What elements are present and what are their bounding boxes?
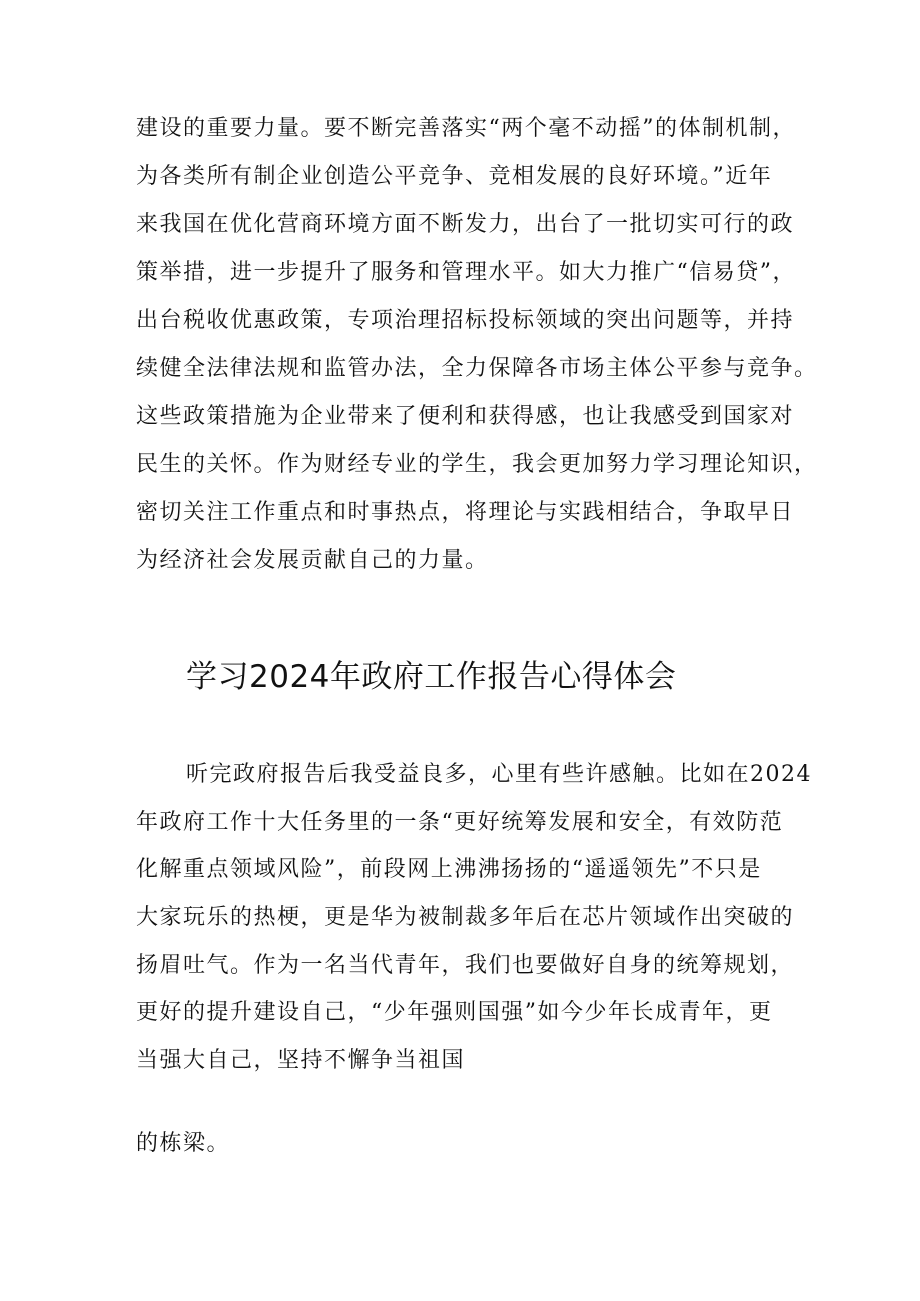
paragraph-line: 续健全法律法规和监管办法，全力保障各市场主体公平参与竞争。	[136, 356, 818, 381]
paragraph-line: 建设的重要力量。要不断完善落实“两个毫不动摇”的体制机制，	[136, 116, 796, 141]
paragraph-line: 当强大自己，坚持不懈争当祖国	[136, 1048, 466, 1073]
paragraph-line: 更好的提升建设自己，“少年强则国强”如今少年长成青年，更	[136, 1000, 773, 1025]
paragraph-tail: 的栋梁。	[136, 1131, 231, 1156]
section-heading: 学习2024年政府工作报告心得体会	[186, 659, 677, 695]
paragraph-line: 扬眉吐气。作为一名当代青年，我们也要做好自身的统筹规划，	[136, 953, 795, 978]
paragraph-line: 大家玩乐的热梗，更是华为被制裁多年后在芯片领域作出突破的	[136, 905, 795, 930]
paragraph-line: 策举措，进一步提升了服务和管理水平。如大力推广“信易贷”，	[136, 260, 796, 285]
paragraph-line: 化解重点领域风险”，前段网上沸沸扬扬的“遥遥领先”不只是	[136, 857, 762, 882]
paragraph-line: 为各类所有制企业创造公平竞争、竞相发展的良好环境。”近年	[136, 164, 773, 189]
paragraph-line: 为经济社会发展贡献自己的力量。	[136, 548, 489, 573]
paragraph-line: 来我国在优化营商环境方面不断发力，出台了一批切实可行的政	[136, 212, 795, 237]
paragraph-line: 民生的关怀。作为财经专业的学生，我会更加努力学习理论知识，	[136, 452, 818, 477]
paragraph-line: 听完政府报告后我受益良多，心里有些许感触。比如在2024	[186, 762, 812, 787]
paragraph-line: 这些政策措施为企业带来了便利和获得感，也让我感受到国家对	[136, 404, 795, 429]
paragraph-line: 年政府工作十大任务里的一条“更好统筹发展和安全，有效防范	[136, 810, 784, 835]
paragraph-line: 密切关注工作重点和时事热点，将理论与实践相结合，争取早日	[136, 500, 795, 525]
paragraph-line: 出台税收优惠政策，专项治理招标投标领域的突出问题等，并持	[136, 308, 795, 333]
